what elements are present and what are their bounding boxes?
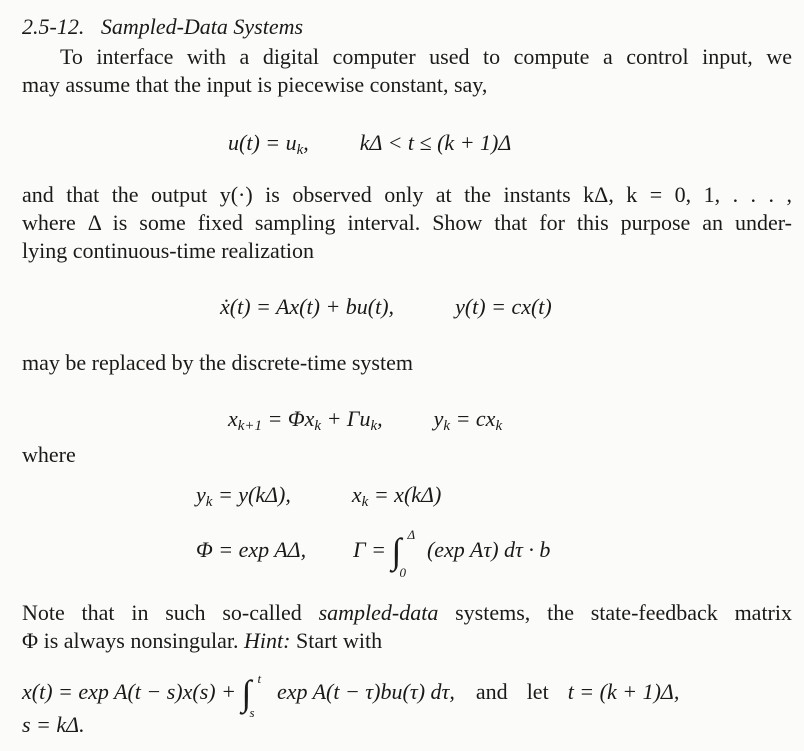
paragraph-4-line-2: Φ is always nonsingular. Hint: Start with bbox=[22, 628, 383, 653]
paragraph-2-line-1: and that the output y(·) is observed only at the instants kΔ, k = 0, 1, . . . , bbox=[22, 182, 792, 207]
equation-discrete-system: $x_{k+1} = \Phi x_k + \Gamma u_k$, $y_k = cx_k$ bbox=[228, 406, 503, 434]
phi-definition: Φ = exp AΔ, bbox=[196, 537, 307, 562]
paragraph-2-line-2: where Δ is some fixed sampling interval. Show that for this purpose an under- bbox=[22, 210, 792, 235]
equation-continuous-system bbox=[220, 292, 552, 322]
exercise-title: Sampled-Data Systems bbox=[100, 14, 304, 39]
integral-symbol: ∫ Δ 0 bbox=[391, 527, 416, 580]
paragraph-1-line-1: To interface with a digital computer used to compute a control input, we bbox=[60, 44, 792, 69]
exercise-number: 2.5-12. bbox=[22, 14, 85, 39]
equation-input-piecewise: $u(t) = u_k$, kΔ < t ≤ (k + 1)Δ bbox=[228, 130, 512, 158]
state-equation: ẋ(t) = Ax(t) + bu(t), bbox=[220, 294, 395, 319]
where-label: where bbox=[22, 442, 76, 467]
output-equation: y(t) = cx(t) bbox=[455, 294, 552, 319]
equation-hint: x(t) = exp A(t − s)x(s) + ∫ t s exp A(t − τ)bu(τ) dτ, and let t = (k + 1)Δ, bbox=[22, 671, 680, 720]
equation-hint-s: s = kΔ. bbox=[22, 712, 85, 737]
equation-sample-definitions: $y_k = y(k\Delta)$, $x_k = x(k\Delta)$ bbox=[196, 482, 442, 510]
paragraph-1-line-2: may assume that the input is piecewise constant, say, bbox=[22, 72, 488, 97]
paragraph-3: may be replaced by the discrete-time system bbox=[22, 350, 413, 375]
integral-symbol-hint: ∫ t s bbox=[241, 671, 262, 720]
exercise-heading bbox=[22, 14, 303, 40]
equation-phi-gamma: Φ = exp AΔ, Γ = ∫ Δ 0 (exp Aτ) dτ · b bbox=[196, 527, 551, 580]
paragraph-4-line-1: Note that in such so-called sampled-data systems, the state-feedback matrix bbox=[22, 600, 792, 625]
paragraph-2-line-3: lying continuous-time realization bbox=[22, 238, 315, 263]
